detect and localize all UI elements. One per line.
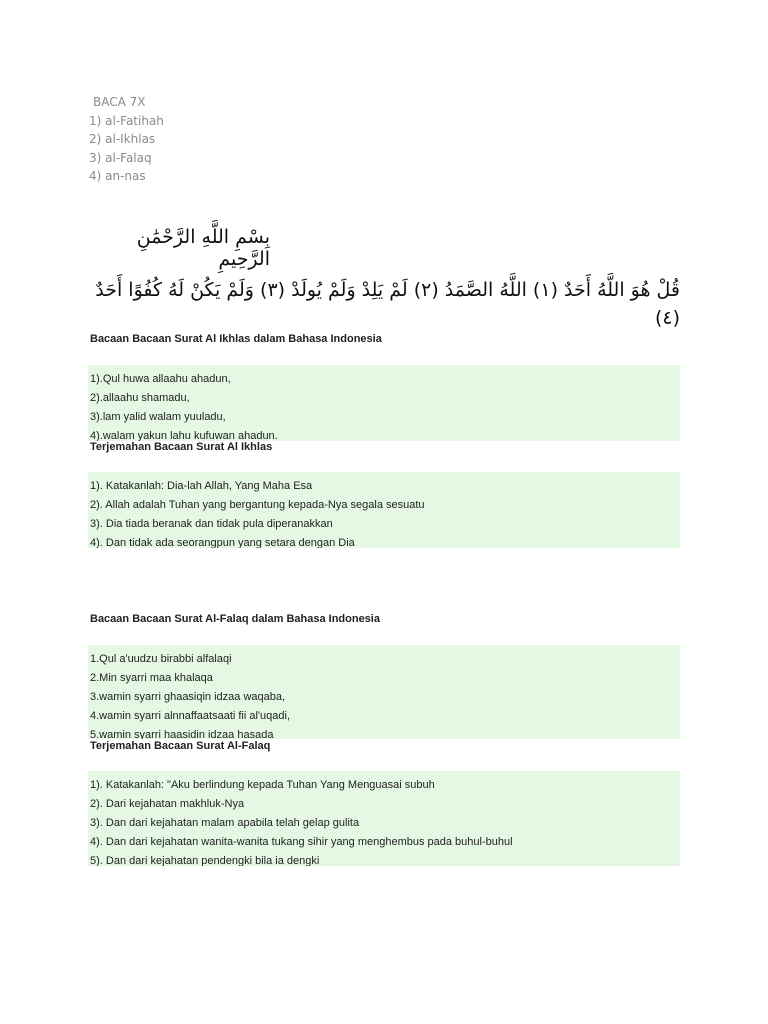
bismillah-arabic: بِسْمِ اللَّهِ الرَّحْمَٰنِ الرَّحِيمِ (136, 226, 270, 270)
section-line: 1).Qul huwa allaahu ahadun, (90, 373, 231, 385)
section-heading: Bacaan Bacaan Surat Al-Falaq dalam Bahasa Indonesia (90, 613, 380, 625)
section-line: 4.wamin syarri alnnaffaatsaati fii al'uqadi, (90, 710, 291, 722)
intro-item: 4) an-nas (89, 169, 146, 183)
intro-list (89, 93, 164, 186)
section-line: 1). Katakanlah: "Aku berlindung kepada Tuhan Yang Menguasai subuh (90, 779, 435, 791)
section-heading: Terjemahan Bacaan Surat Al Ikhlas (90, 441, 273, 453)
section-line: 3.wamin syarri ghaasiqin idzaa waqaba, (90, 691, 286, 703)
section-line: 5.wamin syarri haasidin idzaa hasada (90, 729, 274, 739)
section-line: 3). Dan dari kejahatan malam apabila telah gelap gulita (90, 817, 360, 829)
section-line: 5). Dan dari kejahatan pendengki bila ia dengki (90, 855, 320, 866)
section-line: 4). Dan dari kejahatan wanita-wanita tukang sihir yang menghembus pada buhul-buhul (90, 836, 513, 848)
intro-item: 1) al-Fatihah (89, 113, 164, 128)
section-line: 3).lam yalid walam yuuladu, (90, 411, 226, 423)
section-box (88, 472, 680, 548)
section-line: 3). Dia tiada beranak dan tidak pula diperanakkan (90, 518, 333, 530)
section-box (88, 645, 680, 739)
section-line: 2).allaahu shamadu, (90, 392, 190, 404)
section-box (88, 365, 680, 441)
intro-title: BACA 7X (93, 95, 146, 109)
section-heading: Bacaan Bacaan Surat Al Ikhlas dalam Bahasa Indonesia (90, 333, 382, 345)
intro-item: 3) al-Falaq (89, 150, 152, 165)
section-line: 4).walam yakun lahu kufuwan ahadun. (90, 430, 278, 441)
section-line: 2). Dari kejahatan makhluk-Nya (90, 798, 245, 810)
section-line: 1). Katakanlah: Dia-lah Allah, Yang Maha Esa (90, 480, 313, 492)
al-ikhlas-arabic-verses: قُلْ هُوَ اللَّهُ أَحَدٌ (١) اللَّهُ الصَّمَدُ (٢) لَمْ يَلِدْ وَلَمْ يُولَدْ (٣) وَلَمْ يَكُنْ لَهُ كُفُوًا أَحَدٌ (٤) (95, 279, 680, 329)
section-line: 2). Allah adalah Tuhan yang bergantung kepada-Nya segala sesuatu (90, 499, 425, 511)
intro-item: 2) al-Ikhlas (89, 132, 156, 146)
section-heading: Terjemahan Bacaan Surat Al-Falaq (90, 740, 271, 752)
section-box (88, 771, 680, 866)
section-line: 2.Min syarri maa khalaqa (90, 672, 213, 684)
section-line: 4). Dan tidak ada seorangpun yang setara dengan Dia (90, 537, 355, 548)
section-line: 1.Qul a'uudzu birabbi alfalaqi (90, 653, 232, 665)
